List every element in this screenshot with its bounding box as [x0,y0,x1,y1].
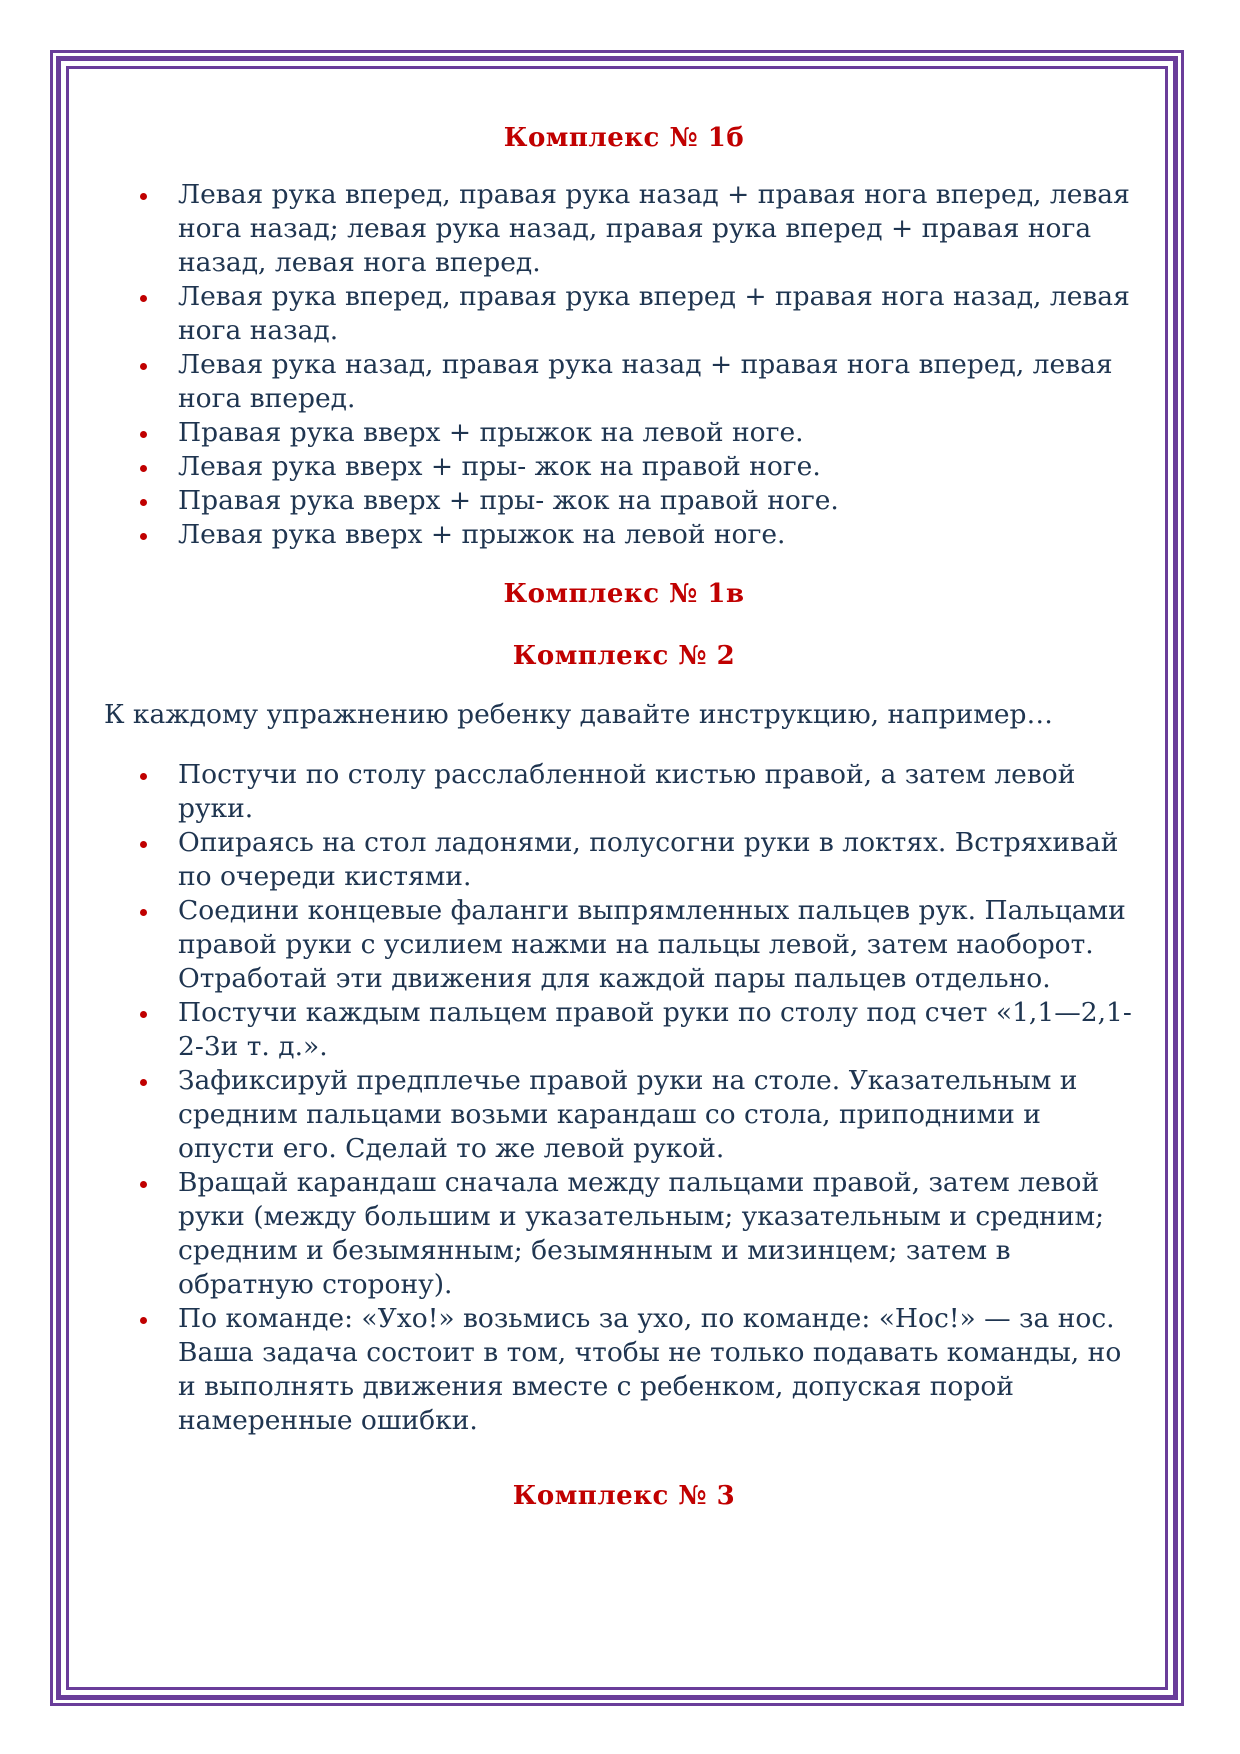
list-item: Зафиксируй предплечье правой руки на столе. Указательным и средним пальцами возьми карандаш со стола, приподними и опусти его. Сделай то же левой рукой. [104,1064,1144,1166]
list-item: Правая рука вверх + прыжок на левой ноге. [104,416,1144,450]
heading-complex-1v: Комплекс № 1в [503,579,745,609]
exercise-list-2 [104,758,1144,1438]
list-item: Левая рука назад, правая рука назад + правая нога вперед, левая нога вперед. [104,348,1144,416]
heading-complex-2: Комплекс № 2 [512,641,736,671]
bullet-icon [140,363,147,370]
bullet-icon [140,193,147,200]
list-item: Постучи каждым пальцем правой руки по столу под счет «1,1—2,1-2-3и т. д.». [104,996,1144,1064]
bullet-icon [140,533,147,540]
bullet-icon [140,773,147,780]
exercise-list-1b [104,178,1144,552]
list-item: Левая рука вверх + пры- жок на правой ноге. [104,450,1144,484]
list-item: Опираясь на стол ладонями, полусогни руки в локтях. Встряхивай по очереди кистями. [104,826,1144,894]
list-item: Правая рука вверх + пры- жок на правой ноге. [104,484,1144,518]
bullet-icon [140,841,147,848]
bullet-icon [140,1181,147,1188]
bullet-icon [140,499,147,506]
bullet-icon [140,909,147,916]
bullet-icon [140,431,147,438]
list-item: Левая рука вперед, правая рука назад + правая нога вперед, левая нога назад; левая рука назад, правая рука вперед + правая нога назад, левая нога вперед. [104,178,1144,280]
list-item: Соедини концевые фаланги выпрямленных пальцев рук. Пальцами правой руки с усилием нажми на пальцы левой, затем наоборот. Отработай эти движения для каждой пары пальцев отдельно. [104,894,1144,996]
intro-paragraph: К каждому упражнению ребенку давайте инструкцию, например… [104,699,1053,730]
bullet-icon [140,1079,147,1086]
list-item: Постучи по столу расслабленной кистью правой, а затем левой руки. [104,758,1144,826]
bullet-icon [140,465,147,472]
bullet-icon [140,1011,147,1018]
list-item: По команде: «Ухо!» возьмись за ухо, по команде: «Нос!» — за нос. Ваша задача состоит в том, чтобы не только подавать команды, но и выполнять движения вместе с ребенком, допуская порой намеренные ошибки. [104,1302,1144,1438]
bullet-icon [140,1317,147,1324]
bullet-icon [140,295,147,302]
list-item: Левая рука вперед, правая рука вперед + правая нога назад, левая нога назад. [104,280,1144,348]
heading-complex-1b: Комплекс № 1б [503,123,745,153]
list-item: Вращай карандаш сначала между пальцами правой, затем левой руки (между большим и указательным; указательным и средним; средним и безымянным; безымянным и мизинцем; затем в обратную сторону). [104,1166,1144,1302]
list-item: Левая рука вверх + прыжок на левой ноге. [104,518,1144,552]
heading-complex-3: Комплекс № 3 [512,1481,736,1511]
document-body [104,112,1144,1516]
